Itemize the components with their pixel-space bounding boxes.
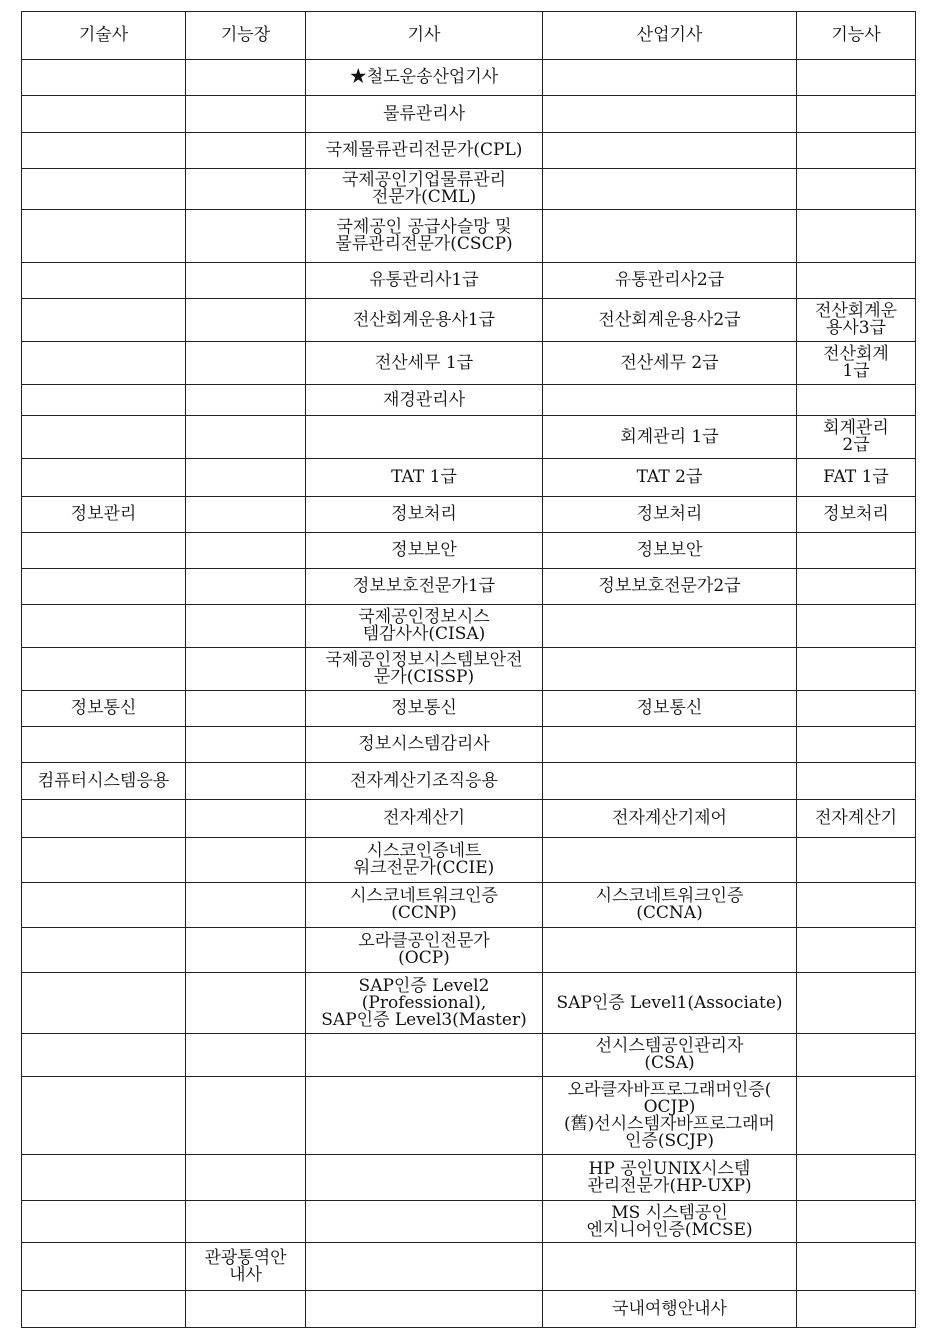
cell-engineer (306, 385, 543, 416)
cell-text: 전자계산기조직응용 (350, 770, 498, 791)
cell-engineer (306, 60, 543, 96)
cell-industrial-engineer (543, 605, 797, 648)
cell-engineer (306, 883, 543, 928)
cell-craftsman (797, 1243, 916, 1291)
cell-text: 전산회계운용사2급 (598, 309, 741, 330)
cell-industrial-engineer (543, 648, 797, 691)
cell-engineer (306, 416, 543, 459)
cell-technician-professional (22, 691, 186, 727)
cell-text: 인증(SCJP) (624, 1130, 714, 1151)
cell-text: 전산회계 (823, 344, 889, 364)
cell-technician-professional (22, 605, 186, 648)
cell-technician-professional (22, 1155, 186, 1201)
cell-text: 전문가(CML) (371, 187, 477, 207)
cell-craftsman (797, 1155, 916, 1201)
cell-text: 전자계산기 (382, 808, 466, 828)
cell-engineer (306, 800, 543, 838)
cell-text: 정보처리 (636, 504, 703, 524)
cell-craftsman (797, 133, 916, 169)
cell-text: 재경관리사 (382, 389, 466, 410)
cell-master-craftsman (186, 60, 306, 96)
cell-industrial-engineer (543, 60, 797, 96)
cell-craftsman (797, 210, 916, 263)
cell-technician-professional (22, 928, 186, 973)
cell-master-craftsman (186, 385, 306, 416)
cell-text: SAP인증 Level1(Associate) (556, 992, 783, 1013)
cell-industrial-engineer (543, 210, 797, 263)
cell-text: 물류관리사 (382, 103, 466, 124)
cell-craftsman (797, 416, 916, 459)
cell-text: 오라클자바프로그래머인증( (567, 1079, 772, 1100)
table-row (22, 133, 916, 169)
cell-craftsman (797, 263, 916, 299)
cell-technician-professional (22, 133, 186, 169)
table-body (22, 60, 916, 1328)
cell-technician-professional (22, 838, 186, 883)
cell-technician-professional (22, 973, 186, 1034)
cell-text: 유통관리사2급 (614, 270, 725, 290)
table-row (22, 342, 916, 385)
cell-text: (CCNA) (636, 903, 703, 923)
cell-engineer (306, 605, 543, 648)
cell-craftsman (797, 459, 916, 497)
table-row (22, 838, 916, 883)
cell-master-craftsman (186, 342, 306, 385)
table-row (22, 605, 916, 648)
cell-text: 정보관리 (70, 504, 137, 524)
table-row (22, 416, 916, 459)
cell-industrial-engineer (543, 691, 797, 727)
cell-engineer (306, 569, 543, 605)
cell-craftsman (797, 1034, 916, 1077)
cell-industrial-engineer (543, 763, 797, 800)
cell-master-craftsman (186, 133, 306, 169)
cell-text: 엔지니어인증(MCSE) (586, 1219, 753, 1240)
cell-master-craftsman (186, 210, 306, 263)
cell-industrial-engineer (543, 883, 797, 928)
cell-engineer (306, 263, 543, 299)
cell-master-craftsman (186, 727, 306, 763)
cell-master-craftsman (186, 96, 306, 133)
cell-industrial-engineer (543, 96, 797, 133)
cell-engineer (306, 533, 543, 569)
cell-craftsman (797, 1291, 916, 1328)
cell-master-craftsman (186, 263, 306, 299)
cell-craftsman (797, 497, 916, 533)
cell-text: 워크전문가(CCIE) (353, 858, 495, 878)
header-row (22, 12, 916, 60)
table-row (22, 299, 916, 342)
cell-industrial-engineer (543, 263, 797, 299)
cell-master-craftsman (186, 1034, 306, 1077)
cell-craftsman (797, 385, 916, 416)
cell-craftsman (797, 569, 916, 605)
cell-text: OCJP) (643, 1096, 696, 1117)
cell-craftsman (797, 800, 916, 838)
cell-craftsman (797, 838, 916, 883)
cell-technician-professional (22, 533, 186, 569)
cell-technician-professional (22, 1077, 186, 1155)
cell-text: 국제공인정보시스템보안전 (325, 650, 523, 670)
cell-engineer (306, 1034, 543, 1077)
cell-master-craftsman (186, 1243, 306, 1291)
cell-text: 오라클공인전문가 (358, 931, 490, 951)
cell-text: FAT 1급 (823, 467, 889, 487)
cell-text: 정보처리 (823, 504, 889, 524)
cell-text: 시스코네트워크인증 (350, 886, 498, 906)
cell-engineer (306, 763, 543, 800)
cell-engineer (306, 1243, 543, 1291)
cell-craftsman (797, 973, 916, 1034)
table-row (22, 691, 916, 727)
cell-industrial-engineer (543, 416, 797, 459)
cell-engineer (306, 838, 543, 883)
cell-craftsman (797, 1077, 916, 1155)
cell-technician-professional (22, 263, 186, 299)
cell-industrial-engineer (543, 1291, 797, 1328)
table-row (22, 800, 916, 838)
table-row (22, 1155, 916, 1201)
cell-industrial-engineer (543, 1155, 797, 1201)
cell-text: 문가(CISSP) (373, 667, 475, 687)
table-row (22, 385, 916, 416)
cell-master-craftsman (186, 169, 306, 210)
cell-engineer (306, 299, 543, 342)
cell-engineer (306, 1201, 543, 1243)
cell-text: 전자계산기 (814, 808, 898, 828)
cell-industrial-engineer (543, 299, 797, 342)
cell-engineer (306, 133, 543, 169)
cell-text: (舊)선시스템자바프로그래머 (564, 1113, 775, 1134)
cell-technician-professional (22, 800, 186, 838)
cell-industrial-engineer (543, 169, 797, 210)
cell-text: 국제공인정보시스 (358, 607, 490, 627)
cell-craftsman (797, 691, 916, 727)
cell-text: 정보보안 (636, 540, 703, 560)
cell-text: 국내여행안내사 (612, 1298, 727, 1319)
cell-technician-professional (22, 459, 186, 497)
cell-text: 국제공인기업물류관리 (341, 170, 507, 190)
cell-text: 국제물류관리전문가(CPL) (325, 140, 523, 160)
cell-technician-professional (22, 763, 186, 800)
cell-master-craftsman (186, 605, 306, 648)
header-industrial-engineer: 산업기사 (543, 12, 797, 60)
cell-master-craftsman (186, 1077, 306, 1155)
cell-craftsman (797, 1201, 916, 1243)
cell-engineer (306, 342, 543, 385)
cell-industrial-engineer (543, 800, 797, 838)
cell-engineer (306, 1077, 543, 1155)
cell-text: 정보보호전문가2급 (598, 576, 741, 596)
cell-craftsman (797, 342, 916, 385)
table-row (22, 1291, 916, 1328)
cell-industrial-engineer (543, 1201, 797, 1243)
cell-text: TAT 1급 (391, 467, 457, 487)
cell-text: 전산세무 1급 (374, 352, 474, 373)
certification-table (21, 11, 916, 1328)
cell-industrial-engineer (543, 133, 797, 169)
cell-technician-professional (22, 385, 186, 416)
cell-technician-professional (22, 169, 186, 210)
cell-engineer (306, 727, 543, 763)
cell-master-craftsman (186, 973, 306, 1034)
cell-text: TAT 2급 (636, 467, 703, 487)
cell-master-craftsman (186, 1291, 306, 1328)
cell-text: 내사 (229, 1264, 262, 1285)
cell-master-craftsman (186, 416, 306, 459)
cell-text: 용사3급 (825, 318, 887, 338)
cell-technician-professional (22, 299, 186, 342)
cell-engineer (306, 497, 543, 533)
cell-text: 정보통신 (391, 698, 457, 718)
table-row (22, 263, 916, 299)
cell-technician-professional (22, 342, 186, 385)
cell-text: 2급 (842, 435, 870, 455)
cell-text: 관광통역안 (204, 1247, 287, 1268)
table-row (22, 210, 916, 263)
cell-text: 국제공인 공급사슬망 및 (336, 217, 512, 237)
cell-text: 유통관리사1급 (369, 270, 479, 290)
cell-text: 1급 (842, 361, 870, 381)
table-row (22, 648, 916, 691)
cell-text: 정보보호전문가1급 (352, 576, 496, 596)
table-row (22, 1077, 916, 1155)
cell-text: 컴퓨터시스템응용 (37, 770, 170, 791)
cell-industrial-engineer (543, 533, 797, 569)
cell-engineer (306, 973, 543, 1034)
cell-engineer (306, 210, 543, 263)
cell-text: 정보통신 (636, 698, 703, 718)
cell-text: 정보처리 (391, 504, 457, 524)
cell-technician-professional (22, 1243, 186, 1291)
cell-master-craftsman (186, 800, 306, 838)
cell-text: 전자계산기제어 (612, 808, 727, 828)
cell-engineer (306, 459, 543, 497)
cell-technician-professional (22, 210, 186, 263)
table-row (22, 169, 916, 210)
cell-text: 전산회계운 (814, 301, 898, 321)
table-row (22, 973, 916, 1034)
cell-technician-professional (22, 648, 186, 691)
cell-master-craftsman (186, 928, 306, 973)
cell-industrial-engineer (543, 569, 797, 605)
cell-craftsman (797, 605, 916, 648)
cell-text: ★철도운송산업기사 (349, 67, 499, 87)
cell-engineer (306, 169, 543, 210)
table-row (22, 928, 916, 973)
cell-industrial-engineer (543, 928, 797, 973)
cell-master-craftsman (186, 569, 306, 605)
cell-master-craftsman (186, 691, 306, 727)
cell-text: 시스코인증네트 (366, 841, 482, 861)
table-row (22, 569, 916, 605)
table-row (22, 459, 916, 497)
cell-text: 전산세무 2급 (620, 352, 719, 373)
cell-master-craftsman (186, 497, 306, 533)
cell-industrial-engineer (543, 1034, 797, 1077)
table-row (22, 497, 916, 533)
cell-text: SAP인증 Level2 (358, 975, 490, 996)
cell-master-craftsman (186, 459, 306, 497)
cell-technician-professional (22, 727, 186, 763)
table-row (22, 1243, 916, 1291)
cell-craftsman (797, 60, 916, 96)
header-engineer: 기사 (306, 12, 543, 60)
table-row (22, 96, 916, 133)
cell-technician-professional (22, 497, 186, 533)
table-row (22, 727, 916, 763)
table-row (22, 1034, 916, 1077)
cell-text: 정보시스템감리사 (358, 734, 490, 754)
cell-text: (CSA) (644, 1053, 695, 1073)
cell-craftsman (797, 648, 916, 691)
cell-text: 정보통신 (70, 698, 137, 718)
cell-text: 선시스템공인관리자 (595, 1036, 744, 1056)
cell-engineer (306, 1291, 543, 1328)
cell-craftsman (797, 763, 916, 800)
cell-master-craftsman (186, 838, 306, 883)
cell-master-craftsman (186, 883, 306, 928)
cell-industrial-engineer (543, 838, 797, 883)
cell-master-craftsman (186, 763, 306, 800)
cell-technician-professional (22, 1201, 186, 1243)
cell-text: 시스코네트워크인증 (595, 886, 744, 906)
cell-engineer (306, 648, 543, 691)
cell-text: (Professional), (361, 992, 487, 1013)
cell-technician-professional (22, 96, 186, 133)
header-technician-professional: 기술사 (22, 12, 186, 60)
cell-text: 템감사사(CISA) (362, 624, 486, 644)
table-row (22, 1201, 916, 1243)
cell-craftsman (797, 169, 916, 210)
table-row (22, 533, 916, 569)
cell-industrial-engineer (543, 1077, 797, 1155)
cell-industrial-engineer (543, 727, 797, 763)
cell-industrial-engineer (543, 973, 797, 1034)
cell-text: 정보보안 (391, 540, 457, 560)
cell-text: 회계관리 1급 (620, 426, 719, 447)
table-row (22, 763, 916, 800)
cell-technician-professional (22, 569, 186, 605)
cell-engineer (306, 691, 543, 727)
cell-industrial-engineer (543, 497, 797, 533)
header-craftsman: 기능사 (797, 12, 916, 60)
cell-engineer (306, 928, 543, 973)
cell-craftsman (797, 727, 916, 763)
cell-technician-professional (22, 60, 186, 96)
cell-text: 물류관리전문가(CSCP) (335, 234, 513, 254)
cell-craftsman (797, 533, 916, 569)
cell-master-craftsman (186, 648, 306, 691)
cell-engineer (306, 1155, 543, 1201)
cell-master-craftsman (186, 299, 306, 342)
cell-master-craftsman (186, 533, 306, 569)
cell-industrial-engineer (543, 342, 797, 385)
header-master-craftsman: 기능장 (186, 12, 306, 60)
cell-technician-professional (22, 883, 186, 928)
cell-text: 전산회계운용사1급 (352, 309, 496, 330)
cell-technician-professional (22, 1291, 186, 1328)
cell-technician-professional (22, 1034, 186, 1077)
cell-craftsman (797, 928, 916, 973)
cell-text: HP 공인UNIX시스템 (588, 1158, 751, 1179)
cell-text: (OCP) (398, 948, 450, 968)
cell-text: 관리전문가(HP-UXP) (587, 1175, 752, 1196)
cell-text: (CCNP) (391, 903, 457, 923)
cell-text: 회계관리 (823, 418, 889, 438)
cell-craftsman (797, 96, 916, 133)
cell-text: SAP인증 Level3(Master) (321, 1009, 527, 1030)
cell-craftsman (797, 299, 916, 342)
table-row (22, 60, 916, 96)
cell-master-craftsman (186, 1155, 306, 1201)
cell-industrial-engineer (543, 459, 797, 497)
cell-master-craftsman (186, 1201, 306, 1243)
cell-industrial-engineer (543, 1243, 797, 1291)
cell-industrial-engineer (543, 385, 797, 416)
table-row (22, 883, 916, 928)
cell-text: MS 시스템공인 (611, 1202, 728, 1223)
cell-craftsman (797, 883, 916, 928)
cell-engineer (306, 96, 543, 133)
cell-technician-professional (22, 416, 186, 459)
